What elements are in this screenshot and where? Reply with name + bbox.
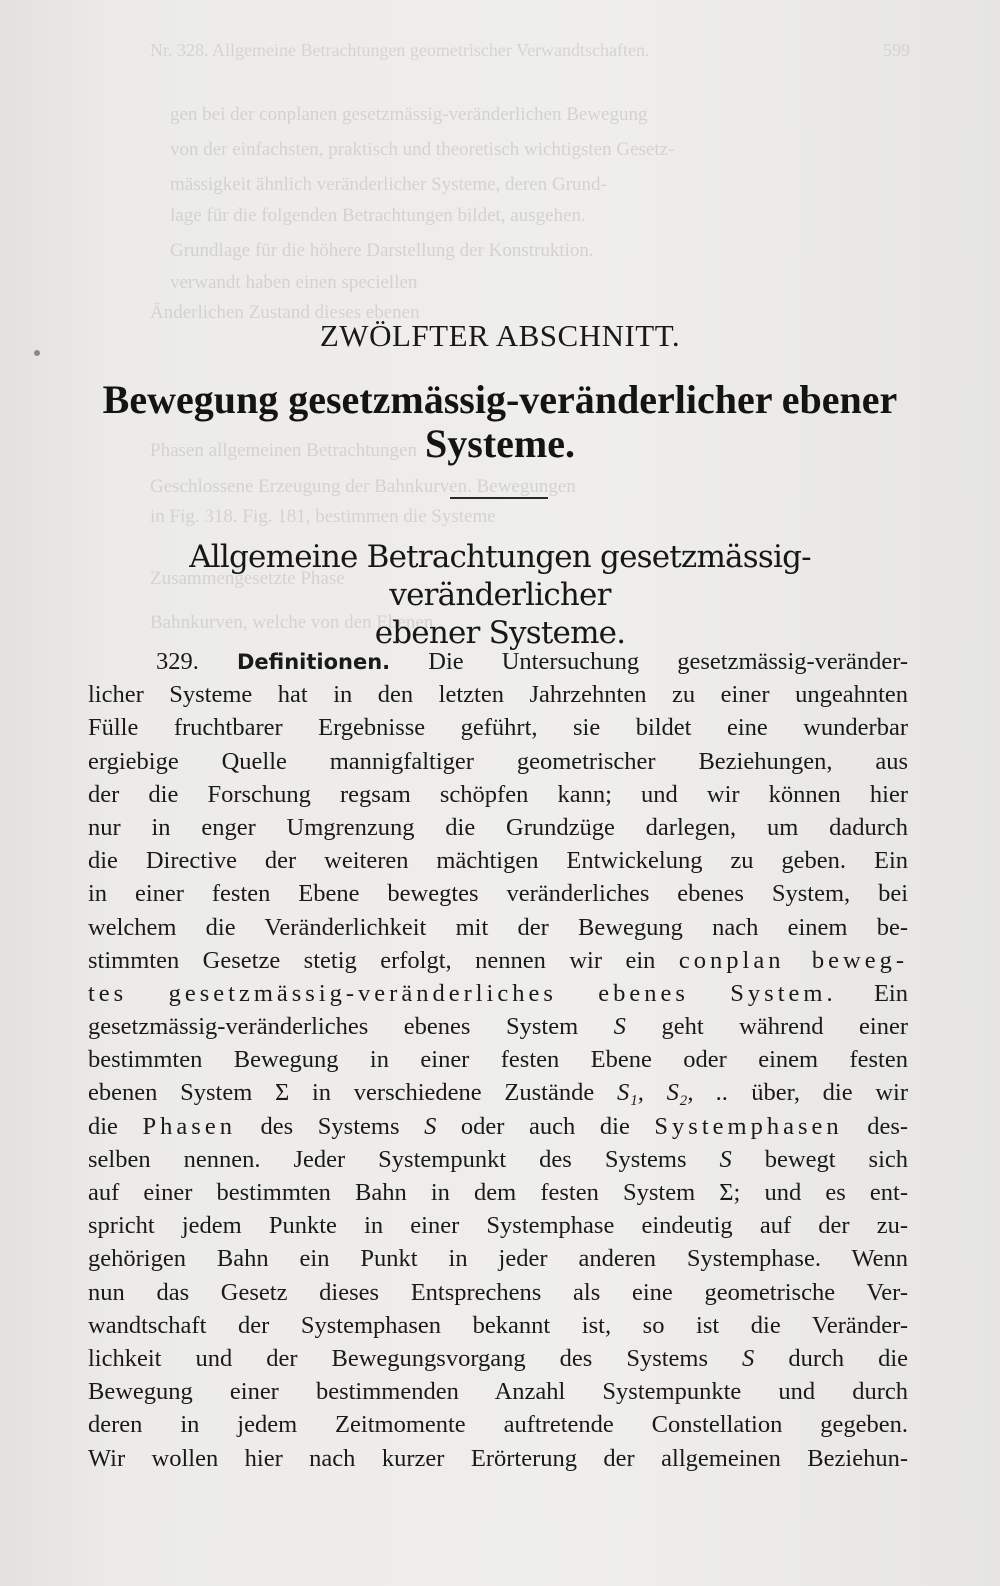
bleed-line: in Fig. 318. Fig. 181, bestimmen die Systeme [150, 506, 496, 527]
text-line: bestimmten Bewegung in einer festen Ebene oder einem festen [88, 1046, 908, 1074]
text-line: nun das Gesetz dieses Entsprechens als eine geometrische Ver- [88, 1278, 908, 1306]
text-fragment: des Systems [260, 1112, 400, 1140]
symbol-phases: S₁, S₂, .. [616, 1079, 729, 1107]
symbol-s: S [719, 1145, 732, 1173]
text-line: spricht jedem Punkte in einer Systemphase eindeutig auf der zu- [88, 1212, 908, 1240]
text-line [88, 1342, 908, 1375]
text-line: nur in enger Umgrenzung die Grundzüge darlegen, um dadurch [88, 813, 908, 841]
text-line: welchem die Veränderlichkeit mit der Bewegung nach einem be- [88, 913, 908, 941]
text-fragment: lichkeit und der Bewegungsvorgang des Systems [88, 1344, 709, 1372]
bleed-line: Geschlossene Erzeugung der Bahnkurven. Bewegungen [150, 476, 576, 497]
bleed-line: Bahnkurven, welche von den Ebenen [150, 612, 434, 633]
paragraph-329 [88, 645, 908, 1475]
bleed-line: lage für die folgenden Betrachtungen bildet, ausgehen. [170, 205, 586, 226]
text-line: Bewegung einer bestimmenden Anzahl Systempunkte und durch [88, 1378, 908, 1406]
sub-title [80, 538, 920, 652]
symbol-s: S [742, 1344, 755, 1372]
bleed-line: Phasen allgemeinen Betrachtungen [150, 440, 417, 461]
spaced-term: Phasen [142, 1112, 236, 1140]
text-line: licher Systeme hat in den letzten Jahrzehnten zu einer ungeahnten [88, 681, 908, 709]
text-line: deren in jedem Zeitmomente auftretende Constellation gegeben. [88, 1411, 908, 1439]
text-fragment: oder auch die [460, 1112, 630, 1140]
text-fragment: ebenen System Σ in verschiedene Zustände [88, 1079, 595, 1107]
text-line [88, 944, 908, 977]
text-line [88, 1143, 908, 1176]
running-head-left: Nr. 328. Allgemeine Betrachtungen geometrischer Verwandtschaften. [150, 40, 650, 60]
text-fragment: Die Untersuchung gesetzmässig-veränder- [428, 648, 909, 675]
text-fragment: bewegt sich [764, 1145, 909, 1173]
text-line: auf einer bestimmten Bahn in dem festen System Σ; und es ent- [88, 1179, 908, 1206]
text-line [88, 977, 908, 1010]
bleed-line: von der einfachsten, praktisch und theoretisch wichtigsten Gesetz- [170, 139, 675, 160]
chapter-title-line-1: Bewegung gesetzmässig-veränderlicher ebener [102, 377, 898, 422]
text-line: in einer festen Ebene bewegtes veränderliches ebenes System, bei [88, 880, 908, 908]
running-head-page-number: 599 [883, 40, 910, 60]
symbol-s: S [613, 1013, 626, 1041]
text-line [88, 1076, 908, 1109]
text-fragment: über, die wir [751, 1079, 909, 1107]
bleed-line: gen bei der conplanen gesetzmässig-veränderlichen Bewegung [170, 104, 648, 125]
text-line: gehörigen Bahn ein Punkt in jeder anderen Systemphase. Wenn [88, 1245, 908, 1273]
text-line: Wir wollen hier nach kurzer Erörterung der allgemeinen Beziehun- [88, 1444, 908, 1472]
sub-title-line-1: Allgemeine Betrachtungen gesetzmässig-veränderlicher [189, 539, 811, 613]
text-line: Fülle fruchtbarer Ergebnisse geführt, sie bildet eine wunderbar [88, 714, 908, 742]
bleed-line: mässigkeit ähnlich veränderlicher Systeme, deren Grund- [170, 174, 607, 195]
spaced-term: Systemphasen [654, 1112, 843, 1140]
text-line [88, 1010, 908, 1043]
text-fragment: selben nennen. Jeder Systempunkt des Systems [88, 1145, 687, 1173]
text-line [88, 1110, 908, 1143]
symbol-s: S [424, 1112, 437, 1140]
text-fragment: gesetzmässig-veränderliches ebenes System [88, 1013, 579, 1041]
text-fragment: die [88, 1112, 118, 1140]
sub-title-line-2: ebener Systeme. [374, 615, 626, 651]
text-line: die Directive der weiteren mächtigen Entwickelung zu geben. Ein [88, 847, 908, 875]
spaced-term: conplan beweg- [678, 946, 909, 974]
chapter-title [80, 378, 920, 466]
text-line [88, 645, 908, 678]
bleed-line: Zusammengesetzte Phase [150, 568, 345, 589]
running-head-bleed [150, 40, 910, 61]
text-line: wandtschaft der Systemphasen bekannt ist, so ist die Veränder- [88, 1311, 908, 1339]
text-fragment: stimmten Gesetze stetig erfolgt, nennen wir ein [88, 946, 656, 974]
bleed-line: verwandt haben einen speciellen [170, 272, 418, 293]
paragraph-number: 329. [156, 648, 199, 675]
text-line: ergiebige Quelle mannigfaltiger geometrischer Beziehungen, aus [88, 747, 908, 775]
text-fragment: geht während einer [661, 1013, 909, 1041]
chapter-title-line-2: Systeme. [425, 421, 575, 466]
title-rule [450, 497, 548, 499]
text-fragment: Ein [873, 979, 908, 1007]
text-fragment: des- [867, 1112, 909, 1140]
bleed-line: Änderlichen Zustand dieses ebenen [150, 302, 420, 323]
text-fragment: durch die [788, 1344, 909, 1372]
spaced-term: tes gesetzmässig-veränderliches ebenes System. [88, 979, 837, 1007]
text-line: der die Forschung regsam schöpfen kann; und wir können hier [88, 780, 908, 808]
paragraph-heading: Definitionen. [236, 650, 391, 674]
bleed-line: Grundlage für die höhere Darstellung der Konstruktion. [170, 240, 594, 261]
section-label: ZWÖLFTER ABSCHNITT. [319, 318, 681, 353]
